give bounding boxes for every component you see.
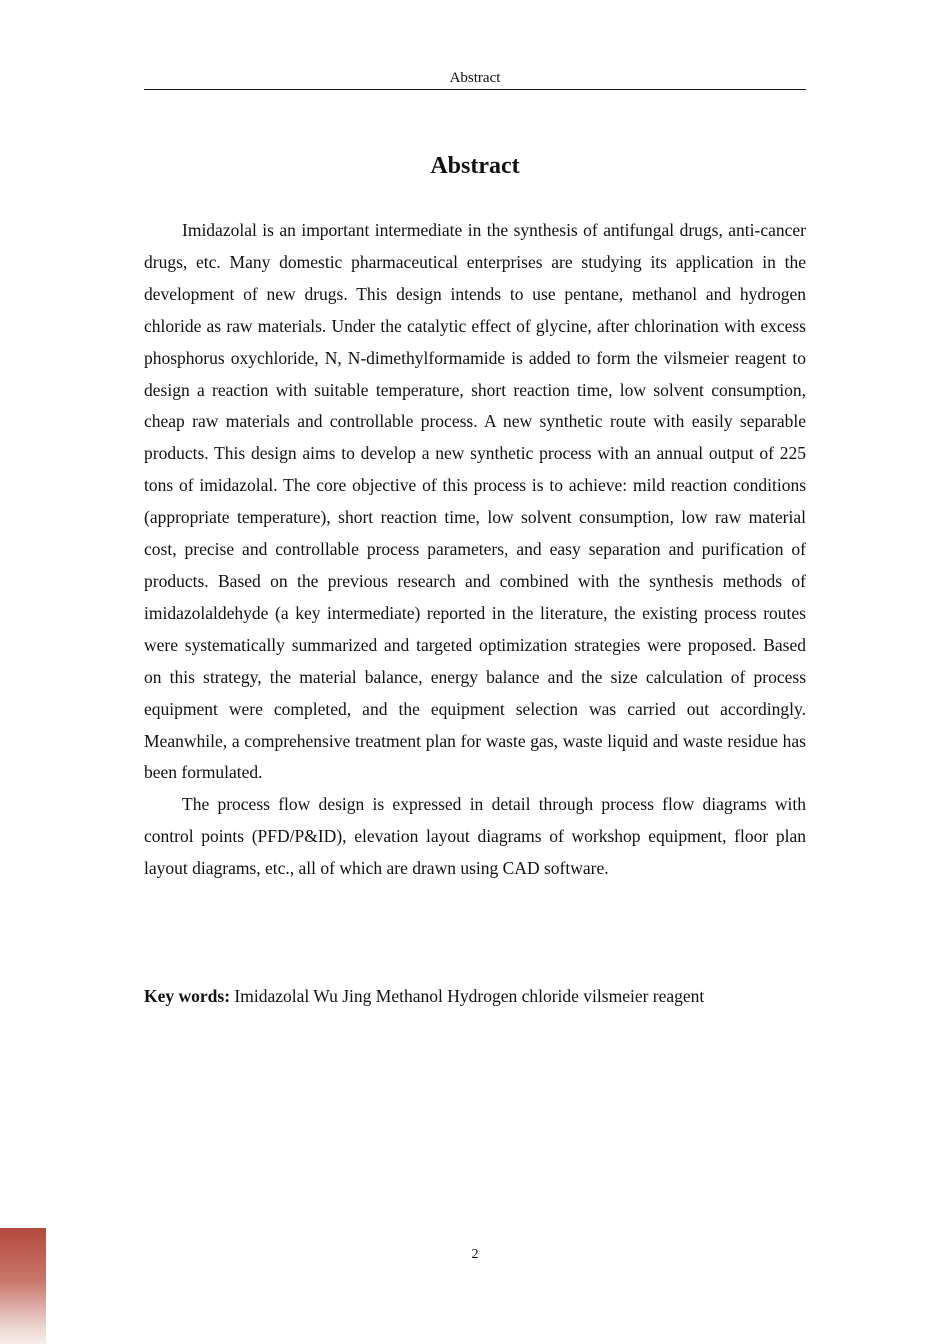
header-rule: [144, 89, 806, 90]
abstract-body: [144, 215, 806, 885]
page-number: 2: [471, 1247, 479, 1262]
running-header: Abstract: [449, 70, 501, 86]
abstract-paragraph-2: The process flow design is expressed in detail through process flow diagrams with control points (PFD/P&ID), elevation layout diagrams of workshop equipment, floor plan layout diagrams, etc., all of which are drawn using CAD software.: [144, 794, 806, 879]
corner-decoration-bar: [0, 1228, 46, 1344]
keywords-label: Key words:: [144, 986, 231, 1006]
keywords-text: Imidazolal Wu Jing Methanol Hydrogen chloride vilsmeier reagent: [230, 986, 705, 1006]
abstract-paragraph-1: Imidazolal is an important intermediate in the synthesis of antifungal drugs, anti-cancer drugs, etc. Many domestic pharmaceutical enterprises are studying its application in the development of new drugs. This design intends to use pentane, methanol and hydrogen chloride as raw materials. Under the catalytic effect of glycine, after chlorination with excess phosphorus oxychloride, N, N-dimethylformamide is added to form the vilsmeier reagent to design a reaction with suitable temperature, short reaction time, low solvent consumption, cheap raw materials and controllable process. A new synthetic route with easily separable products. This design aims to develop a new synthetic process with an annual output of 225 tons of imidazolal. The core objective of this process is to achieve: mild reaction conditions (appropriate temperature), short reaction time, low solvent consumption, low raw material cost, precise and controllable process parameters, and easy separation and purification of products. Based on the previous research and combined with the synthesis methods of imidazolaldehyde (a key intermediate) reported in the literature, the existing process routes were systematically summarized and targeted optimization strategies were proposed. Based on this strategy, the material balance, energy balance and the size calculation of process equipment were completed, and the equipment selection was carried out accordingly. Meanwhile, a comprehensive treatment plan for waste gas, waste liquid and waste residue has been formulated.: [144, 220, 806, 783]
keywords-line: [144, 983, 806, 1009]
page-title: Abstract: [430, 153, 520, 179]
